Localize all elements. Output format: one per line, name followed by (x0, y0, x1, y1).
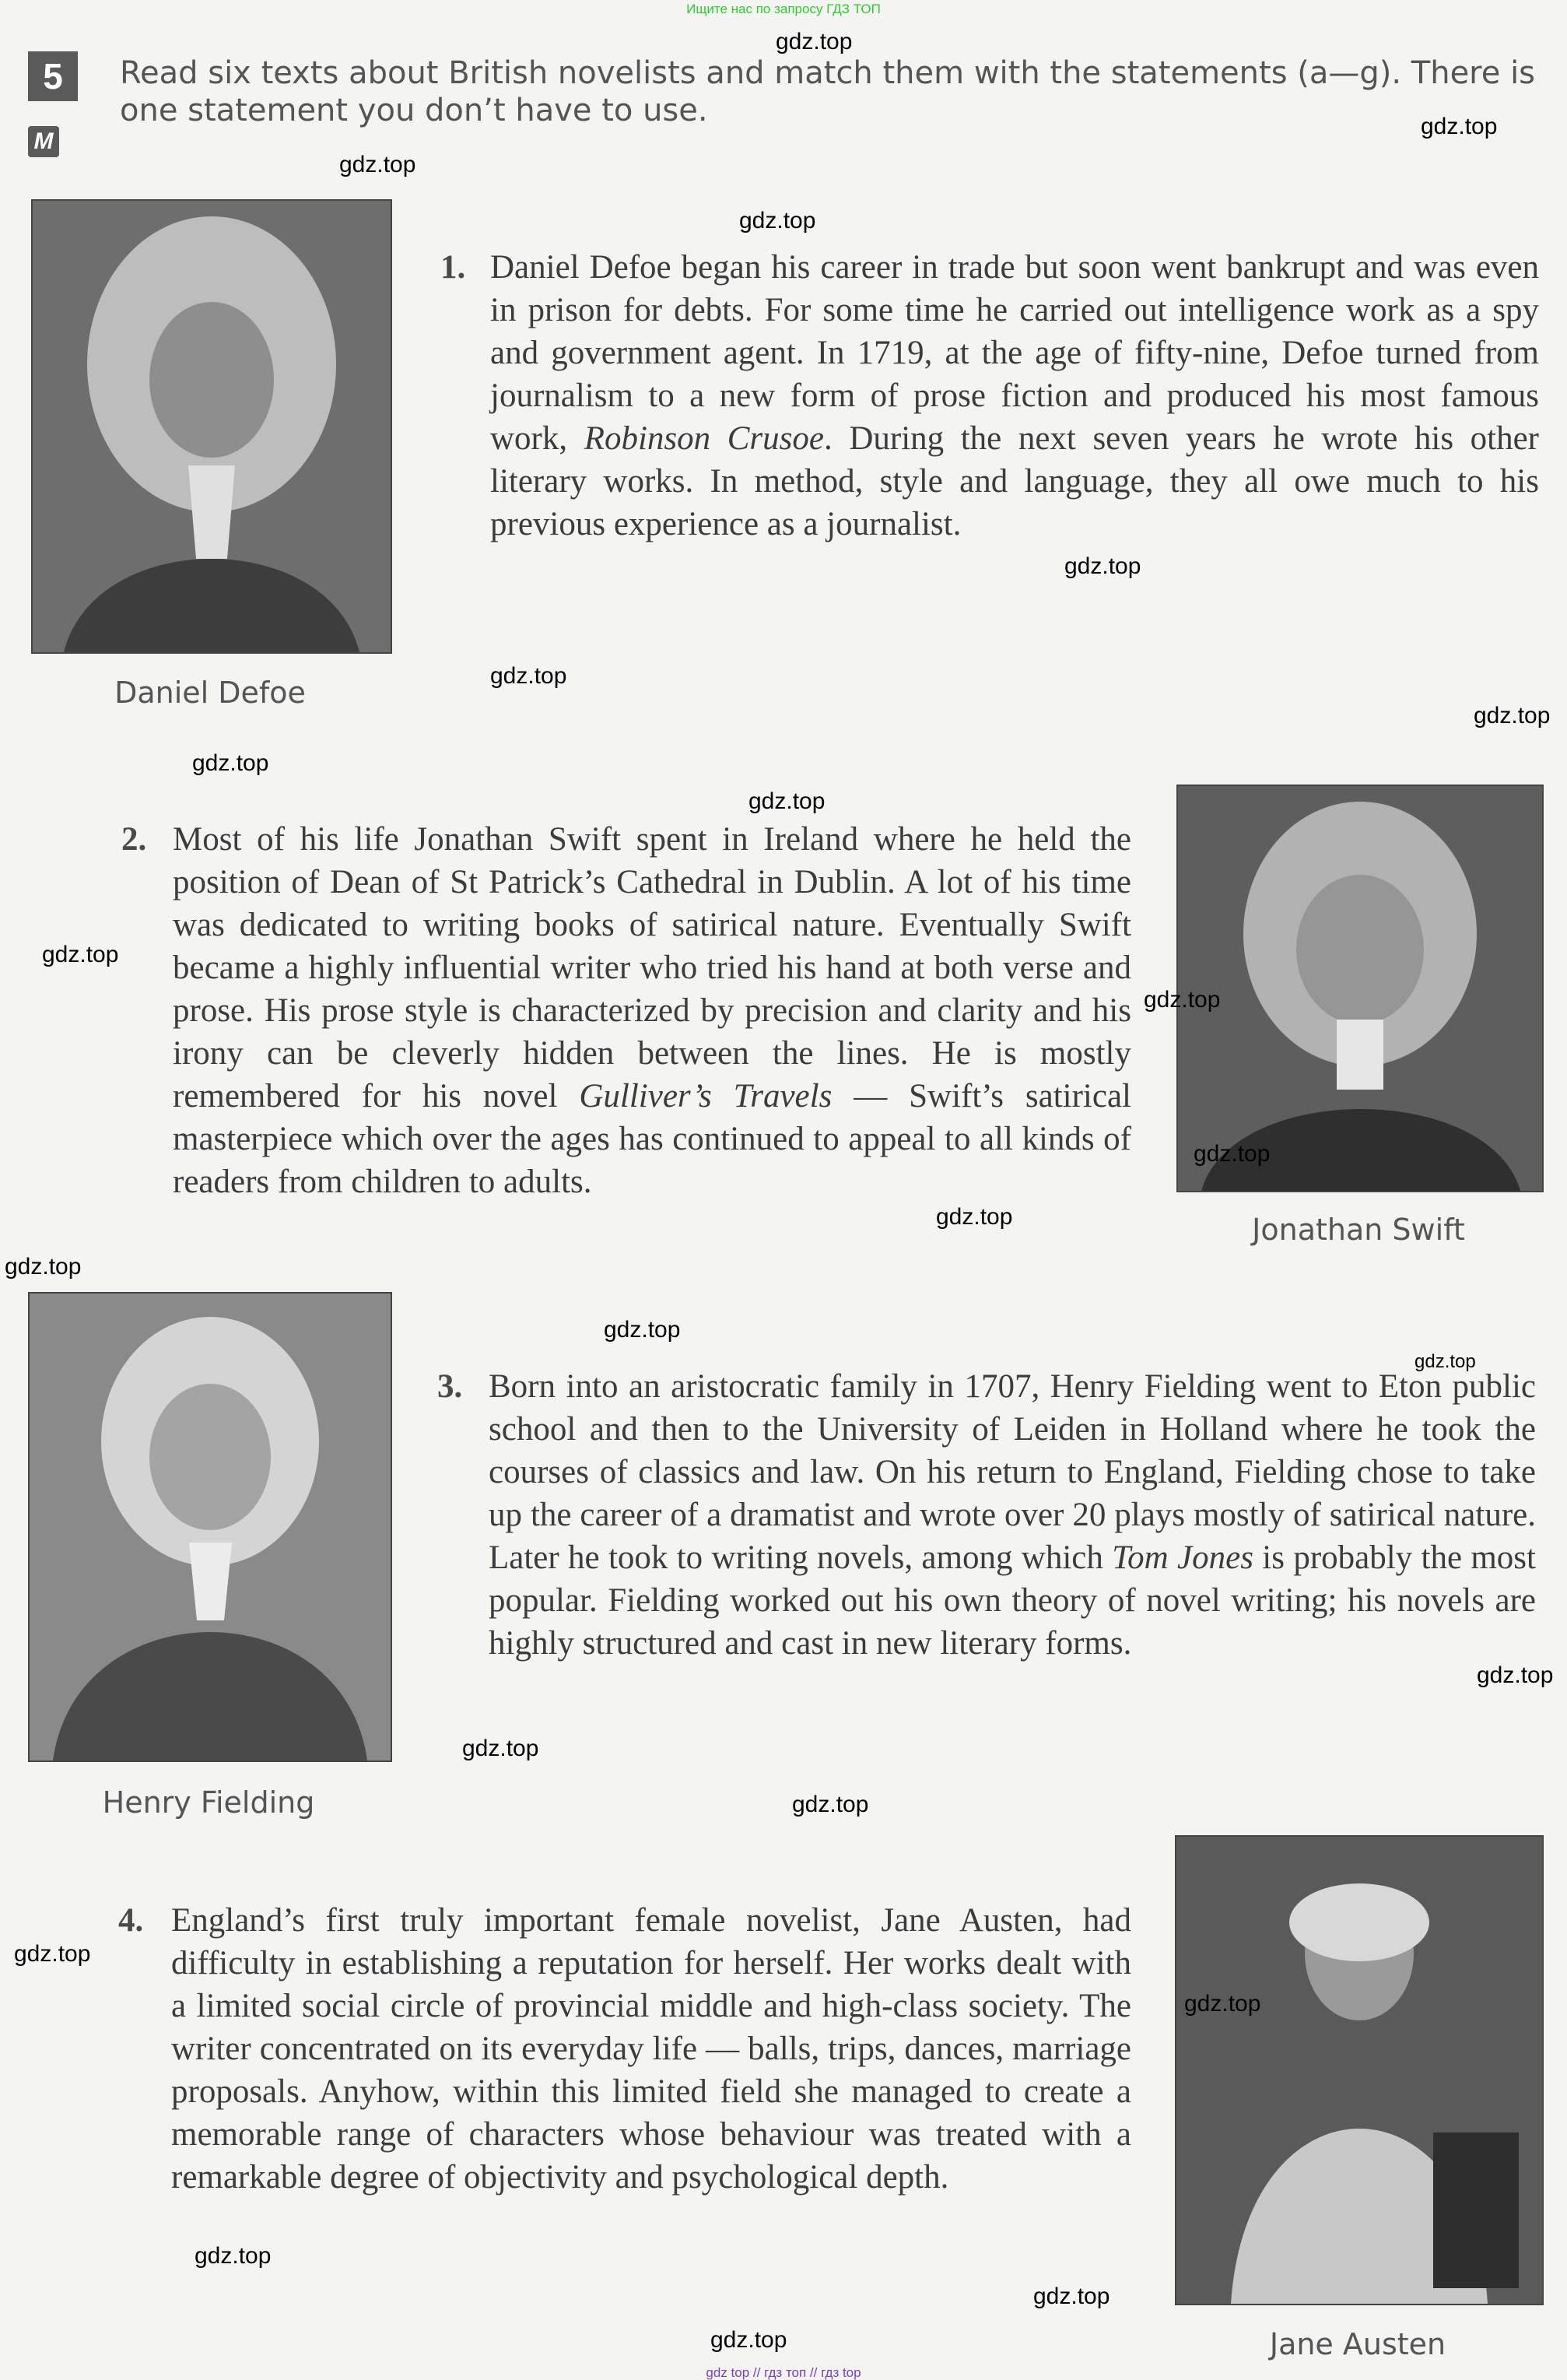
watermark: gdz.top (1477, 1662, 1554, 1688)
jonathan-swift-caption: Jonathan Swift (1252, 1213, 1465, 1247)
jane-austen-portrait (1175, 1835, 1544, 2305)
watermark: gdz.top (748, 788, 826, 814)
exercise-number-badge: 5 (28, 51, 78, 101)
text-1-number: 1. (440, 249, 466, 286)
watermark: gdz.top (14, 1941, 91, 1967)
watermark: gdz.top (195, 2243, 272, 2269)
watermark: gdz.top (1184, 1991, 1261, 2017)
text-3-part-2: is probably the most popular. Fielding worked out his own theory of novel writing; his novels are highly structured and cast in new literary forms. (489, 1539, 1536, 1662)
henry-fielding-caption: Henry Fielding (102, 1785, 315, 1820)
text-4-body (171, 1899, 1131, 2199)
watermark: gdz.top (936, 1204, 1013, 1230)
watermark: gdz.top (1421, 114, 1498, 139)
watermark: gdz.top (462, 1736, 539, 1761)
watermark: gdz.top (1064, 553, 1141, 579)
watermark: gdz.top (1144, 987, 1221, 1013)
text-3-book-title: Tom Jones (1112, 1539, 1253, 1576)
text-1-body (490, 246, 1539, 546)
text-1-book-title: Robinson Crusoe (584, 420, 824, 457)
watermark: gdz.top (1474, 703, 1551, 728)
mediation-icon: M (28, 126, 59, 157)
watermark: gdz.top (192, 750, 269, 776)
text-3-part-1: Born into an aristocratic family in 1707, Henry Fielding went to Eton public school and then to the University of Leiden in Holland where he took the courses of classics and law. On his return to England, Fielding chose to take up the career of a dramatist and wrote over 20 plays mostly of satirical nature. Later he took to writing novels, among which (489, 1368, 1536, 1576)
henry-fielding-portrait (28, 1292, 392, 1762)
text-4-part-1: England’s first truly important female novelist, Jane Austen, had difficulty in establishing a reputation for herself. Her works dealt with a limited social circle of provincial middle and high-class society. The writer concentrated on its everyday life — balls, trips, dances, marriage proposals. Anyhow, within this limited field she managed to create a memorable range of characters whose behaviour was treated with a remarkable degree of objectivity and psychological depth. (171, 1902, 1131, 2196)
text-2-part-1: Most of his life Jonathan Swift spent in Ireland where he held the position of Dean of St Patrick’s Cathedral in Dublin. A lot of his time was dedicated to writing books of satirical nature. Eventually Swift became a highly influential writer who tried his hand at both verse and prose. His prose style is characterized by precision and clarity and his irony can be cleverly hidden between the lines. He is mostly remembered for his novel (173, 821, 1131, 1115)
text-2-part-2: — Swift’s satirical masterpiece which over the ages has continued to appeal to all kinds of readers from children to adults. (173, 1078, 1131, 1200)
watermark: gdz.top (710, 2327, 787, 2353)
text-2-body (173, 818, 1131, 1203)
jonathan-swift-portrait (1176, 785, 1544, 1192)
text-3-body (489, 1365, 1536, 1665)
watermark: gdz.top (604, 1317, 681, 1343)
watermark: gdz.top (42, 942, 119, 967)
text-3-number: 3. (437, 1368, 463, 1405)
watermark: gdz.top (1033, 2283, 1110, 2309)
text-2-book-title: Gulliver’s Travels (579, 1078, 833, 1115)
daniel-defoe-caption: Daniel Defoe (114, 676, 306, 710)
footer-banner[interactable]: gdz top // гдз топ // гдз top (706, 2365, 861, 2380)
watermark: gdz.top (739, 208, 816, 233)
watermark: gdz.top (490, 663, 567, 689)
daniel-defoe-portrait (31, 199, 392, 654)
watermark: gdz.top (1415, 1351, 1476, 1372)
watermark: gdz.top (792, 1792, 869, 1817)
watermark: gdz.top (1194, 1141, 1271, 1167)
text-2-number: 2. (121, 821, 147, 858)
text-1-part-1: Daniel Defoe began his career in trade but soon went bankrupt and was even in prison for debts. For some time he carried out intelligence work as a spy and government agent. In 1719, at the age of fifty-nine, Defoe turned from journalism to a new form of prose fiction and produced his most famous work, (490, 249, 1539, 457)
watermark: gdz.top (5, 1254, 82, 1280)
jane-austen-caption: Jane Austen (1269, 2327, 1446, 2361)
text-1-part-2: . During the next seven years he wrote his other literary works. In method, style and language, they all owe much to his previous experience as a journalist. (490, 420, 1539, 542)
exercise-instruction: Read six texts about British novelists and match them with the statements (a—g). There is one statement you don’t have to use. (120, 55, 1536, 128)
watermark: gdz.top (339, 152, 416, 177)
watermark: gdz.top (776, 29, 853, 54)
top-banner[interactable]: Ищите нас по запросу ГДЗ ТОП (686, 2, 881, 16)
text-4-number: 4. (118, 1902, 144, 1939)
